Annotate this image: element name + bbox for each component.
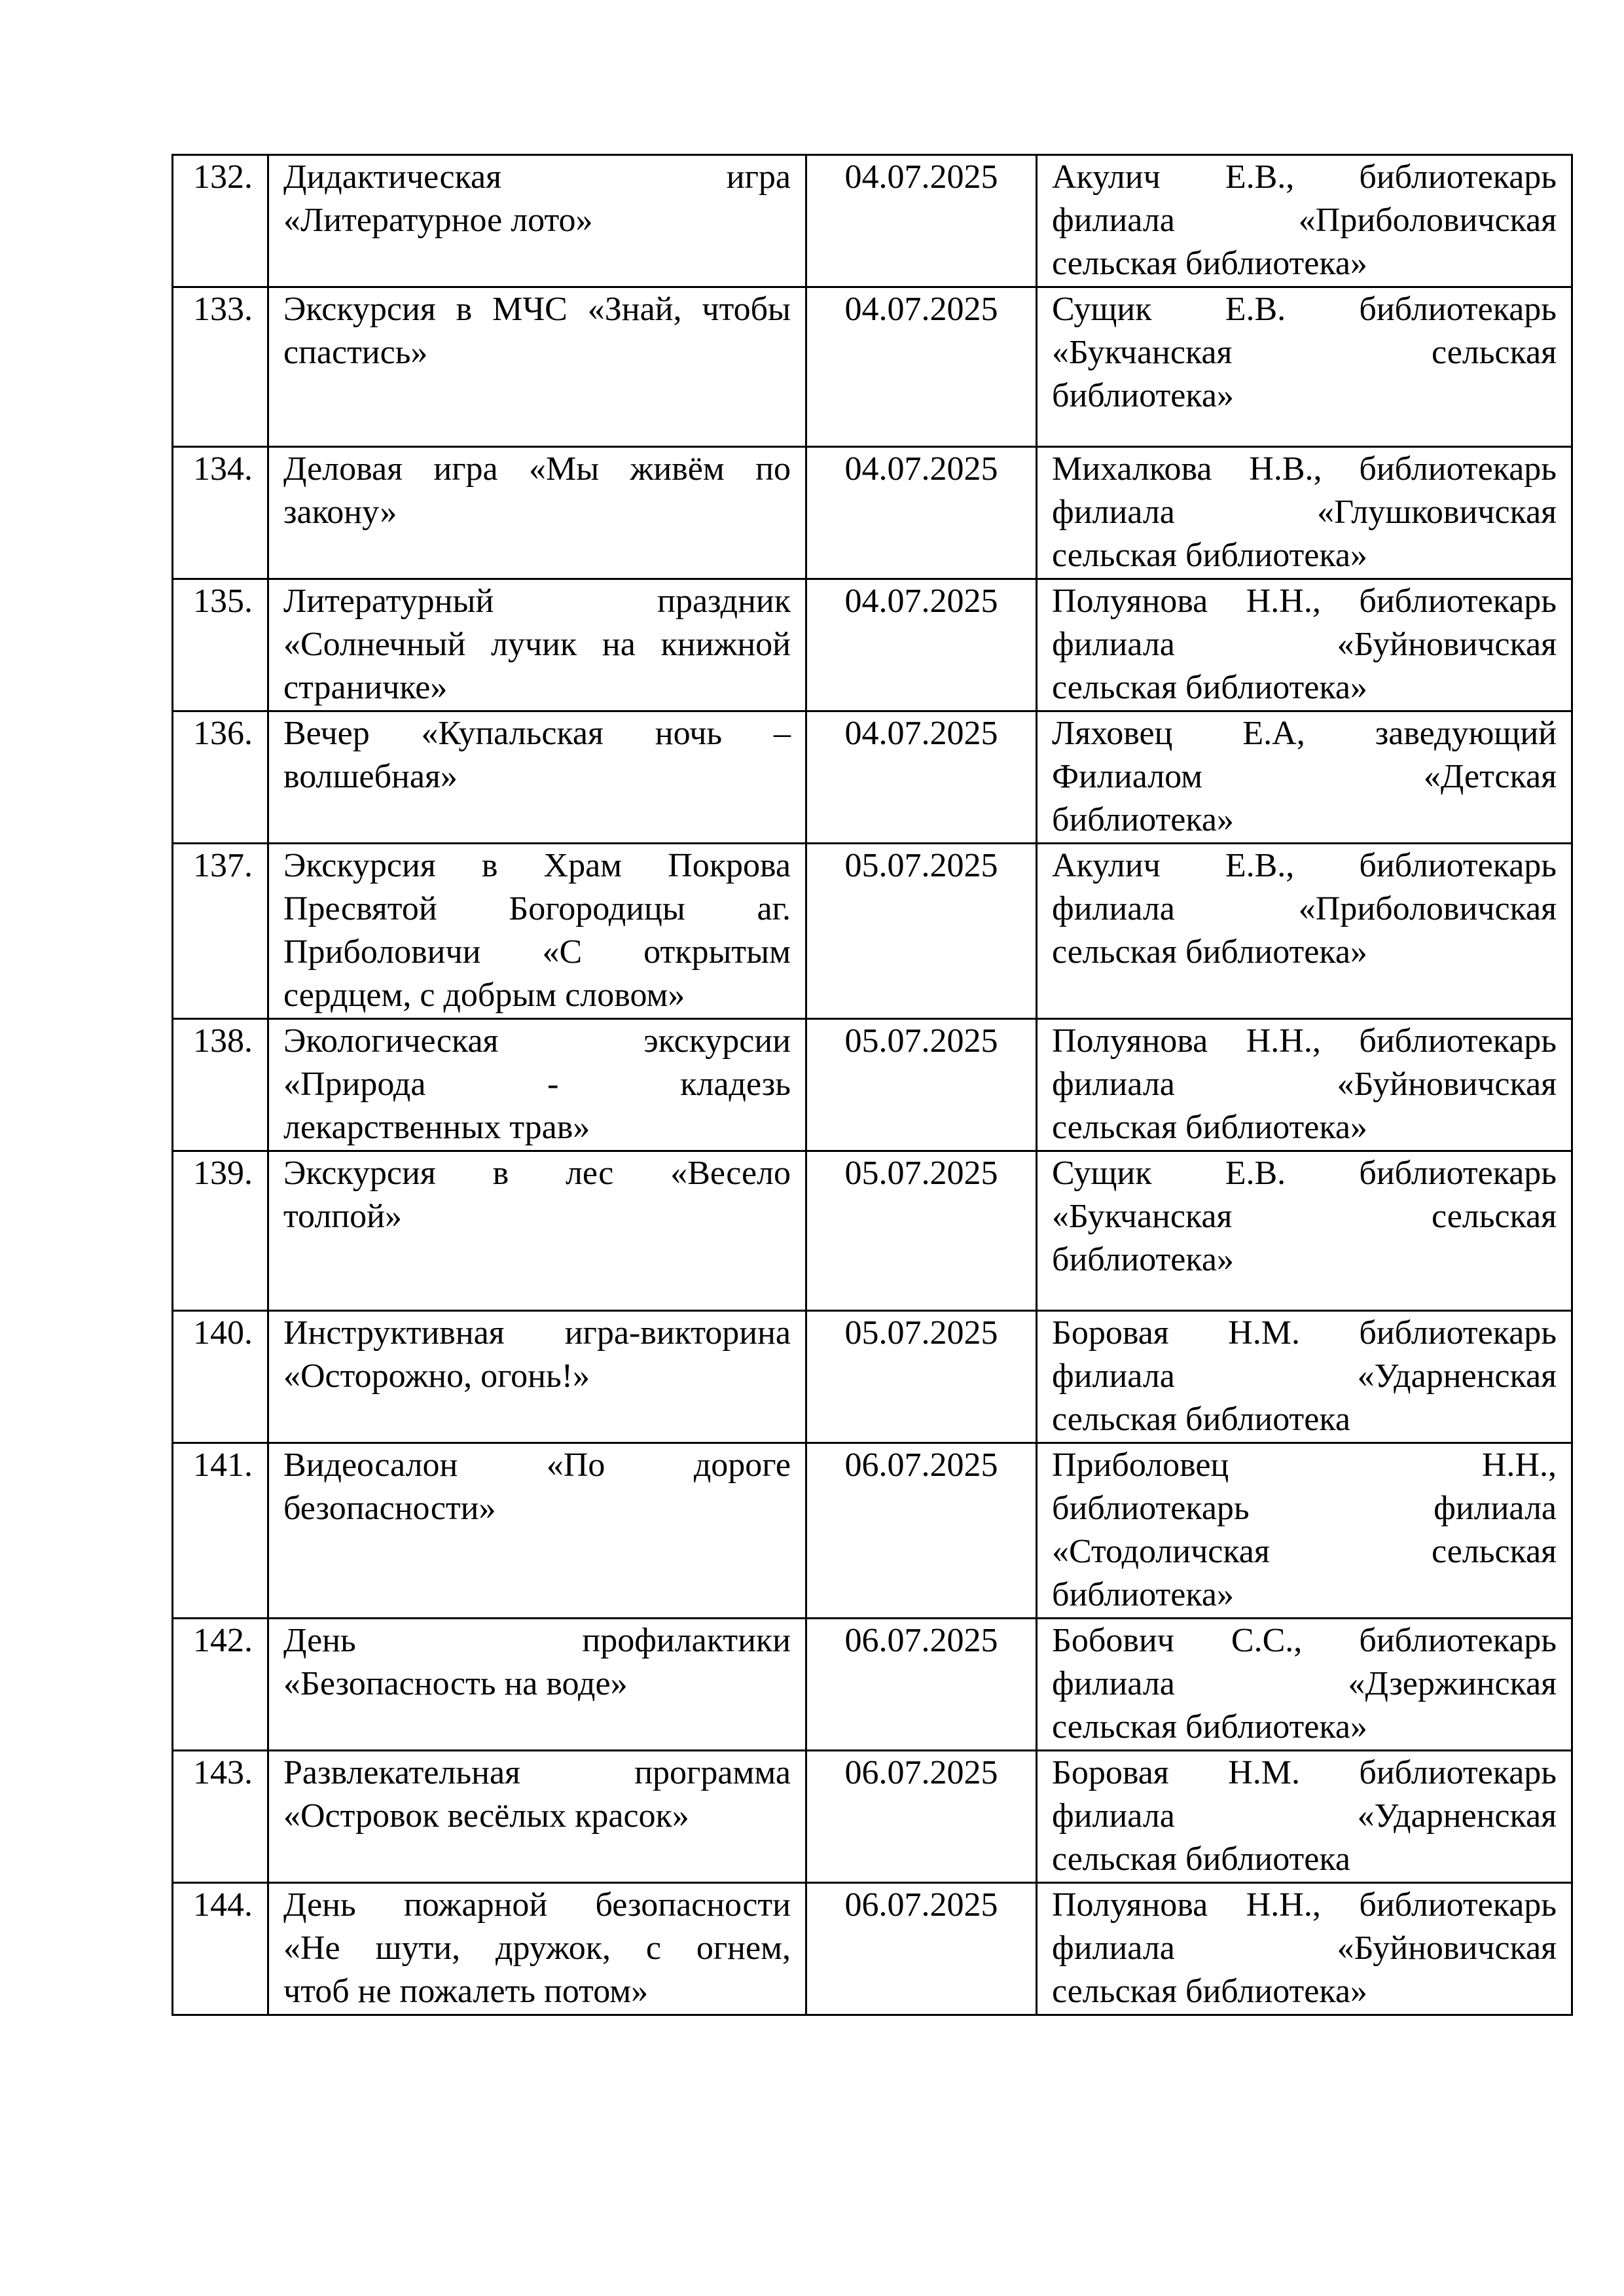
event-title-line: Вечер «Купальская ночь –: [283, 715, 791, 752]
event-title-line: «Безопасность на воде»: [283, 1665, 628, 1702]
event-date: 06.07.2025: [806, 1443, 1037, 1619]
event-title-line: Литературный праздник: [283, 583, 791, 620]
table-row: [173, 1151, 1572, 1311]
event-title-line: День пожарной безопасности: [283, 1886, 791, 1924]
event-title: [268, 1751, 806, 1883]
row-number: 143.: [173, 1751, 268, 1883]
table-row: [173, 287, 1572, 447]
event-title: [268, 155, 806, 287]
event-title-line: спастись»: [283, 334, 428, 371]
responsible-line: Акулич Е.В., библиотекарь: [1052, 158, 1557, 196]
event-title: [268, 1311, 806, 1443]
event-title: [268, 447, 806, 579]
event-date: 04.07.2025: [806, 711, 1037, 844]
event-title: [268, 1019, 806, 1151]
events-table: [171, 154, 1573, 2016]
responsible-line: Бобович С.С., библиотекарь: [1052, 1622, 1557, 1659]
event-title-line: лекарственных трав»: [283, 1109, 590, 1146]
event-title: [268, 844, 806, 1019]
table-row: [173, 579, 1572, 711]
responsible-line: библиотекарь филиала: [1052, 1490, 1557, 1527]
row-number: 138.: [173, 1019, 268, 1151]
event-date: 04.07.2025: [806, 287, 1037, 447]
event-title: [268, 1151, 806, 1311]
row-number: 137.: [173, 844, 268, 1019]
row-number: 135.: [173, 579, 268, 711]
table-row: [173, 1443, 1572, 1619]
responsible-line: сельская библиотека»: [1052, 933, 1367, 971]
responsible-person: [1037, 1883, 1572, 2015]
event-title-line: безопасности»: [283, 1490, 496, 1527]
responsible-line: филиала «Дзержинская: [1052, 1665, 1557, 1702]
table-row: [173, 1019, 1572, 1151]
responsible-person: [1037, 1443, 1572, 1619]
responsible-person: [1037, 579, 1572, 711]
row-number: 133.: [173, 287, 268, 447]
responsible-person: [1037, 844, 1572, 1019]
row-number: 142.: [173, 1619, 268, 1751]
event-date: 04.07.2025: [806, 155, 1037, 287]
event-title-line: сердцем, с добрым словом»: [283, 977, 685, 1014]
event-title-line: Экскурсия в Храм Покрова: [283, 847, 791, 884]
table-row: [173, 1883, 1572, 2015]
responsible-line: филиала «Буйновичская: [1052, 626, 1557, 663]
responsible-line: Ляховец Е.А, заведующий: [1052, 715, 1557, 752]
event-date: 06.07.2025: [806, 1619, 1037, 1751]
responsible-line: Полуянова Н.Н., библиотекарь: [1052, 1886, 1557, 1924]
event-title-line: Экскурсия в МЧС «Знай, чтобы: [283, 291, 791, 328]
event-title: [268, 1619, 806, 1751]
responsible-person: [1037, 447, 1572, 579]
row-number: 136.: [173, 711, 268, 844]
responsible-line: Приболовец Н.Н.,: [1052, 1446, 1557, 1484]
responsible-line: сельская библиотека»: [1052, 537, 1367, 574]
responsible-person: [1037, 1311, 1572, 1443]
responsible-line: сельская библиотека»: [1052, 1708, 1367, 1746]
responsible-line: филиала «Буйновичская: [1052, 1929, 1557, 1967]
responsible-line: филиала «Приболовичская: [1052, 890, 1557, 927]
responsible-line: Сущик Е.В. библиотекарь: [1052, 291, 1557, 328]
event-title-line: «Литературное лото»: [283, 202, 593, 239]
event-title-line: страничке»: [283, 669, 448, 706]
events-table-body: [173, 155, 1572, 2015]
responsible-line: Акулич Е.В., библиотекарь: [1052, 847, 1557, 884]
event-title-line: «Солнечный лучик на книжной: [283, 626, 791, 663]
responsible-line: сельская библиотека»: [1052, 669, 1367, 706]
responsible-line: филиала «Ударненская: [1052, 1797, 1557, 1835]
responsible-person: [1037, 1751, 1572, 1883]
table-row: [173, 447, 1572, 579]
event-title-line: закону»: [283, 493, 397, 531]
table-row: [173, 1619, 1572, 1751]
event-title-line: Дидактическая игра: [283, 158, 791, 196]
event-title-line: Экологическая экскурсии: [283, 1022, 791, 1060]
event-title: [268, 711, 806, 844]
row-number: 144.: [173, 1883, 268, 2015]
event-title-line: Приболовичи «С открытым: [283, 933, 791, 971]
event-title-line: Пресвятой Богородицы аг.: [283, 890, 791, 927]
responsible-line: Сущик Е.В. библиотекарь: [1052, 1155, 1557, 1192]
responsible-person: [1037, 1151, 1572, 1311]
row-number: 132.: [173, 155, 268, 287]
event-title: [268, 1443, 806, 1619]
responsible-line: сельская библиотека»: [1052, 245, 1367, 282]
responsible-person: [1037, 1019, 1572, 1151]
event-title-line: Инструктивная игра-викторина: [283, 1314, 791, 1352]
responsible-line: филиала «Ударненская: [1052, 1357, 1557, 1395]
event-title: [268, 579, 806, 711]
row-number: 139.: [173, 1151, 268, 1311]
responsible-line: филиала «Буйновичская: [1052, 1066, 1557, 1103]
responsible-line: «Стодоличская сельская: [1052, 1533, 1557, 1570]
event-title-line: «Островок весёлых красок»: [283, 1797, 689, 1835]
table-row: [173, 711, 1572, 844]
event-date: 05.07.2025: [806, 1311, 1037, 1443]
event-title-line: День профилактики: [283, 1622, 791, 1659]
row-number: 141.: [173, 1443, 268, 1619]
responsible-line: Михалкова Н.В., библиотекарь: [1052, 450, 1557, 488]
event-title-line: Деловая игра «Мы живём по: [283, 450, 791, 488]
responsible-line: сельская библиотека»: [1052, 1109, 1367, 1146]
table-row: [173, 844, 1572, 1019]
responsible-line: библиотека»: [1052, 1576, 1234, 1613]
event-date: 06.07.2025: [806, 1751, 1037, 1883]
event-date: 05.07.2025: [806, 1151, 1037, 1311]
responsible-line: Полуянова Н.Н., библиотекарь: [1052, 1022, 1557, 1060]
row-number: 140.: [173, 1311, 268, 1443]
table-row: [173, 1751, 1572, 1883]
responsible-line: Боровая Н.М. библиотекарь: [1052, 1754, 1557, 1791]
responsible-line: Филиалом «Детская: [1052, 758, 1557, 795]
event-date: 04.07.2025: [806, 579, 1037, 711]
event-title-line: «Не шути, дружок, с огнем,: [283, 1929, 791, 1967]
responsible-line: «Букчанская сельская: [1052, 334, 1557, 371]
event-title: [268, 287, 806, 447]
event-title-line: Экскурсия в лес «Весело: [283, 1155, 791, 1192]
responsible-line: библиотека»: [1052, 801, 1234, 838]
event-date: 04.07.2025: [806, 447, 1037, 579]
table-row: [173, 155, 1572, 287]
responsible-person: [1037, 1619, 1572, 1751]
responsible-line: сельская библиотека: [1052, 1401, 1350, 1438]
responsible-line: Боровая Н.М. библиотекарь: [1052, 1314, 1557, 1352]
event-title-line: «Природа - кладезь: [283, 1066, 791, 1103]
table-row: [173, 1311, 1572, 1443]
responsible-line: сельская библиотека»: [1052, 1973, 1367, 2010]
event-title-line: волшебная»: [283, 758, 458, 795]
event-title-line: Видеосалон «По дороге: [283, 1446, 791, 1484]
row-number: 134.: [173, 447, 268, 579]
responsible-line: филиала «Глушковичская: [1052, 493, 1557, 531]
responsible-person: [1037, 287, 1572, 447]
event-title-line: чтоб не пожалеть потом»: [283, 1973, 649, 2010]
responsible-line: библиотека»: [1052, 377, 1234, 414]
event-date: 05.07.2025: [806, 844, 1037, 1019]
responsible-line: библиотека»: [1052, 1241, 1234, 1278]
event-title-line: толпой»: [283, 1198, 402, 1235]
responsible-person: [1037, 155, 1572, 287]
event-title-line: «Осторожно, огонь!»: [283, 1357, 590, 1395]
responsible-line: Полуянова Н.Н., библиотекарь: [1052, 583, 1557, 620]
responsible-line: филиала «Приболовичская: [1052, 202, 1557, 239]
responsible-person: [1037, 711, 1572, 844]
event-title: [268, 1883, 806, 2015]
event-date: 06.07.2025: [806, 1883, 1037, 2015]
event-title-line: Развлекательная программа: [283, 1754, 791, 1791]
responsible-line: «Букчанская сельская: [1052, 1198, 1557, 1235]
responsible-line: сельская библиотека: [1052, 1840, 1350, 1878]
event-date: 05.07.2025: [806, 1019, 1037, 1151]
